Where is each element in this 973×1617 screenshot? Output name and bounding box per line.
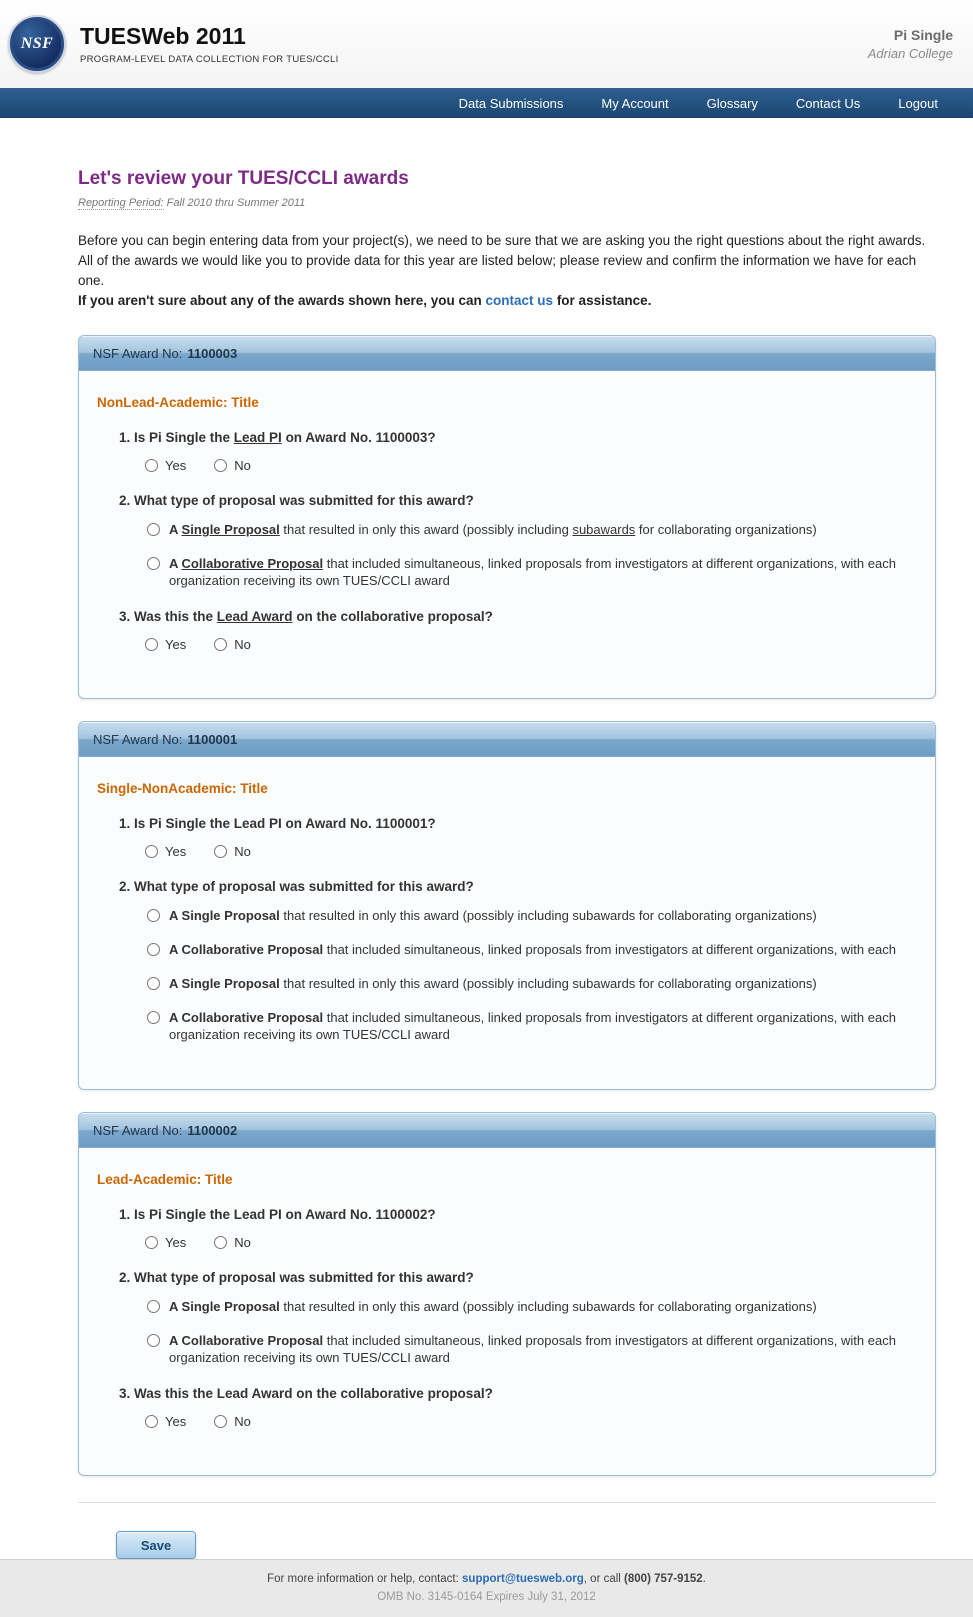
- main-nav: [0, 88, 973, 118]
- question: [119, 1386, 917, 1429]
- text-segment: A: [169, 1299, 182, 1314]
- text-segment: A: [169, 556, 182, 571]
- save-button[interactable]: Save: [116, 1531, 196, 1559]
- radio-button[interactable]: [147, 523, 160, 536]
- question-label: [119, 1386, 917, 1401]
- radio-option[interactable]: [147, 555, 909, 589]
- text-segment: 2. What type of proposal was submitted for this award?: [119, 879, 474, 894]
- radio-button[interactable]: [147, 943, 160, 956]
- radio-button[interactable]: [145, 1236, 158, 1249]
- question-options: [145, 637, 917, 652]
- award-number-label: NSF Award No:: [93, 1122, 183, 1138]
- radio-option[interactable]: [147, 907, 909, 924]
- text-segment: Single Proposal: [181, 976, 280, 991]
- text-segment: on the collaborative proposal?: [292, 609, 493, 624]
- award-panel-body: [79, 757, 935, 1089]
- radio-button[interactable]: [214, 1415, 227, 1428]
- radio-option[interactable]: [147, 1298, 909, 1315]
- text-segment: Single Proposal: [181, 522, 280, 537]
- radio-option[interactable]: [147, 975, 909, 992]
- award-panel: [78, 335, 936, 699]
- radio-option[interactable]: [214, 1235, 251, 1250]
- text-segment: A: [169, 522, 182, 537]
- radio-button[interactable]: [214, 459, 227, 472]
- award-number: 1100002: [187, 1122, 238, 1138]
- text-segment: that included simultaneous, linked proposals from investigators at different organizations, with each organization receiving its own TUES/CCLI award: [169, 556, 896, 588]
- footer-help-prefix: For more information or help, contact:: [267, 1573, 463, 1585]
- question-options: [147, 521, 917, 589]
- radio-button[interactable]: [145, 459, 158, 472]
- contact-us-link[interactable]: contact us: [485, 293, 554, 308]
- nsf-logo-text: NSF: [20, 35, 54, 52]
- text-segment: that included simultaneous, linked proposals from investigators at different organizations, with each organization receiving its own TUES/CCLI award: [169, 1010, 896, 1042]
- awards-list: [78, 335, 936, 1476]
- radio-option-label: No: [234, 637, 251, 652]
- award-panel-body: [79, 371, 935, 698]
- award-number-label: NSF Award No:: [93, 731, 183, 747]
- nav-item-logout[interactable]: Logout: [898, 95, 938, 111]
- question-options: [145, 844, 917, 859]
- radio-option-label: No: [234, 1235, 251, 1250]
- nav-item-my-account[interactable]: My Account: [601, 95, 669, 111]
- question-label: [119, 1270, 917, 1285]
- user-organization: Adrian College: [867, 46, 953, 61]
- text-segment: 2. What type of proposal was submitted for this award?: [119, 493, 474, 508]
- award-panel-header: [79, 336, 935, 371]
- nav-item-data-submissions[interactable]: Data Submissions: [458, 95, 564, 111]
- text-segment: Collaborative Proposal: [181, 1010, 324, 1025]
- text-segment: A: [169, 976, 182, 991]
- radio-option-label: No: [234, 844, 251, 859]
- text-segment: A: [169, 942, 182, 957]
- radio-button[interactable]: [214, 845, 227, 858]
- radio-button[interactable]: [145, 638, 158, 651]
- radio-option[interactable]: [145, 1414, 186, 1429]
- radio-option-label: No: [234, 458, 251, 473]
- text-segment: 1. Is Pi Single the Lead PI on Award No. 1100002?: [119, 1207, 436, 1222]
- nsf-logo: [8, 15, 66, 73]
- radio-option[interactable]: [145, 458, 186, 473]
- text-segment: that resulted in only this award (possibly including subawards for collaborating organizations): [279, 1299, 817, 1314]
- radio-option-label: [169, 975, 817, 992]
- question-options: [145, 458, 917, 473]
- intro-paragraph: [78, 231, 936, 311]
- award-panel-body: [79, 1148, 935, 1475]
- text-segment: Lead Award: [216, 609, 293, 624]
- question: [119, 609, 917, 652]
- radio-option[interactable]: [214, 1414, 251, 1429]
- question: [119, 1207, 917, 1250]
- radio-option-label: No: [234, 1414, 251, 1429]
- text-segment: Single Proposal: [181, 908, 280, 923]
- radio-button[interactable]: [147, 1011, 160, 1024]
- text-segment: 3. Was this the Lead Award on the collaborative proposal?: [119, 1386, 493, 1401]
- question: [119, 1270, 917, 1366]
- text-segment: Lead PI: [233, 430, 282, 445]
- text-segment: A: [169, 1010, 182, 1025]
- text-segment: 1. Is Pi Single the: [119, 430, 234, 445]
- app-title: TUESWeb 2011: [80, 23, 246, 49]
- award-panel-header: [79, 1113, 935, 1148]
- radio-button[interactable]: [214, 1236, 227, 1249]
- radio-button[interactable]: [147, 557, 160, 570]
- question-options: [145, 1235, 917, 1250]
- text-segment: A: [169, 908, 182, 923]
- radio-option[interactable]: [145, 844, 186, 859]
- save-row: [78, 1503, 936, 1559]
- footer-help-middle: , or call: [583, 1573, 625, 1585]
- radio-button[interactable]: [214, 638, 227, 651]
- radio-option-label: Yes: [165, 458, 187, 473]
- text-segment: that resulted in only this award (possibly including: [279, 522, 573, 537]
- radio-button[interactable]: [145, 1415, 158, 1428]
- text-segment: that included simultaneous, linked proposals from investigators at different organizations, with each organization receiving its own TUES/CCLI award: [169, 1333, 896, 1365]
- main-content: [0, 118, 973, 1559]
- support-phone: (800) 757-9152: [624, 1573, 703, 1585]
- intro-line-3-prefix: If you aren't sure about any of the awards shown here, you can: [78, 293, 486, 308]
- radio-option-label: [169, 1332, 909, 1366]
- title-block: [80, 23, 339, 65]
- radio-option[interactable]: [147, 1009, 909, 1043]
- question-label: [119, 1207, 917, 1222]
- radio-option[interactable]: [214, 637, 251, 652]
- question-options: [147, 907, 917, 1043]
- award-title: Lead-Academic: Title: [97, 1172, 233, 1187]
- page-title: Let's review your TUES/CCLI awards: [78, 168, 409, 189]
- radio-button[interactable]: [147, 977, 160, 990]
- award-panel-header: [79, 722, 935, 757]
- text-segment: Collaborative Proposal: [181, 942, 324, 957]
- text-segment: that resulted in only this award (possibly including subawards for collaborating organizations): [279, 976, 817, 991]
- question-options: [147, 1298, 917, 1366]
- app-subtitle: PROGRAM-LEVEL DATA COLLECTION FOR TUES/CCLI: [80, 54, 339, 65]
- page-footer: [0, 1559, 973, 1617]
- question: [119, 816, 917, 859]
- intro-line-1: Before you can begin entering data from your project(s), we need to be sure that we are asking you the right questions about the right awards.: [78, 233, 926, 248]
- app-header: [0, 0, 973, 88]
- text-segment: 3. Was this the: [119, 609, 217, 624]
- text-segment: 2. What type of proposal was submitted for this award?: [119, 1270, 474, 1285]
- radio-button[interactable]: [145, 845, 158, 858]
- text-segment: Collaborative Proposal: [181, 556, 324, 571]
- radio-option-label: [169, 907, 817, 924]
- radio-option[interactable]: [147, 1332, 909, 1366]
- question: [119, 430, 917, 473]
- text-segment: subawards: [572, 522, 636, 537]
- radio-option[interactable]: [145, 637, 186, 652]
- radio-option-label: [169, 1009, 909, 1043]
- footer-help-suffix: .: [702, 1573, 706, 1585]
- radio-option[interactable]: [147, 941, 909, 958]
- text-segment: Collaborative Proposal: [181, 1333, 324, 1348]
- text-segment: A: [169, 1333, 182, 1348]
- text-segment: that included simultaneous, linked proposals from investigators at different organizations, with each: [323, 942, 896, 957]
- radio-option-label: Yes: [165, 1235, 187, 1250]
- text-segment: for collaborating organizations): [635, 522, 817, 537]
- award-panel: [78, 1112, 936, 1476]
- question-label: [119, 816, 917, 831]
- radio-option-label: [169, 555, 909, 589]
- radio-button[interactable]: [147, 1334, 160, 1347]
- question-options: [145, 1414, 917, 1429]
- user-block: [868, 27, 953, 61]
- text-segment: 1. Is Pi Single the Lead PI on Award No. 1100001?: [119, 816, 436, 831]
- radio-option-label: Yes: [165, 637, 187, 652]
- award-number: 1100003: [187, 345, 238, 361]
- text-segment: on Award No. 1100003?: [281, 430, 436, 445]
- radio-option-label: [169, 941, 896, 958]
- nav-item-contact-us[interactable]: Contact Us: [795, 95, 861, 111]
- user-name: Pi Single: [893, 27, 953, 43]
- question-label: [119, 493, 917, 508]
- text-segment: Single Proposal: [181, 1299, 280, 1314]
- award-number-label: NSF Award No:: [93, 345, 183, 361]
- footer-omb-line: OMB No. 3145-0164 Expires July 31, 2012: [377, 1591, 596, 1603]
- intro-line-2: All of the awards we would like you to provide data for this year are listed below; please review and confirm the information we have for each one.: [78, 253, 917, 288]
- footer-help-line: [0, 1573, 973, 1585]
- radio-option[interactable]: [145, 1235, 186, 1250]
- question: [119, 879, 917, 1043]
- question-label: [119, 609, 917, 624]
- intro-line-3-suffix: for assistance.: [553, 293, 652, 308]
- radio-option-label: [169, 521, 817, 538]
- award-title: NonLead-Academic: Title: [97, 395, 259, 410]
- nav-item-glossary[interactable]: Glossary: [706, 95, 758, 111]
- reporting-period-value: Fall 2010 thru Summer 2011: [163, 197, 306, 209]
- radio-option[interactable]: [214, 458, 251, 473]
- award-title: Single-NonAcademic: Title: [97, 781, 268, 796]
- text-segment: that resulted in only this award (possibly including subawards for collaborating organizations): [279, 908, 817, 923]
- question-label: [119, 430, 917, 445]
- award-panel: [78, 721, 936, 1090]
- radio-button[interactable]: [147, 1300, 160, 1313]
- question: [119, 493, 917, 589]
- radio-button[interactable]: [147, 909, 160, 922]
- support-email-link[interactable]: support@tuesweb.org: [462, 1573, 584, 1585]
- intro-line-3: [78, 291, 936, 311]
- radio-option[interactable]: [214, 844, 251, 859]
- radio-option-label: Yes: [165, 844, 187, 859]
- question-label: [119, 879, 917, 894]
- award-number: 1100001: [187, 731, 238, 747]
- radio-option[interactable]: [147, 521, 909, 538]
- radio-option-label: [169, 1298, 817, 1315]
- radio-option-label: Yes: [165, 1414, 187, 1429]
- reporting-period-label: Reporting Period:: [78, 197, 164, 209]
- reporting-period: [78, 197, 936, 209]
